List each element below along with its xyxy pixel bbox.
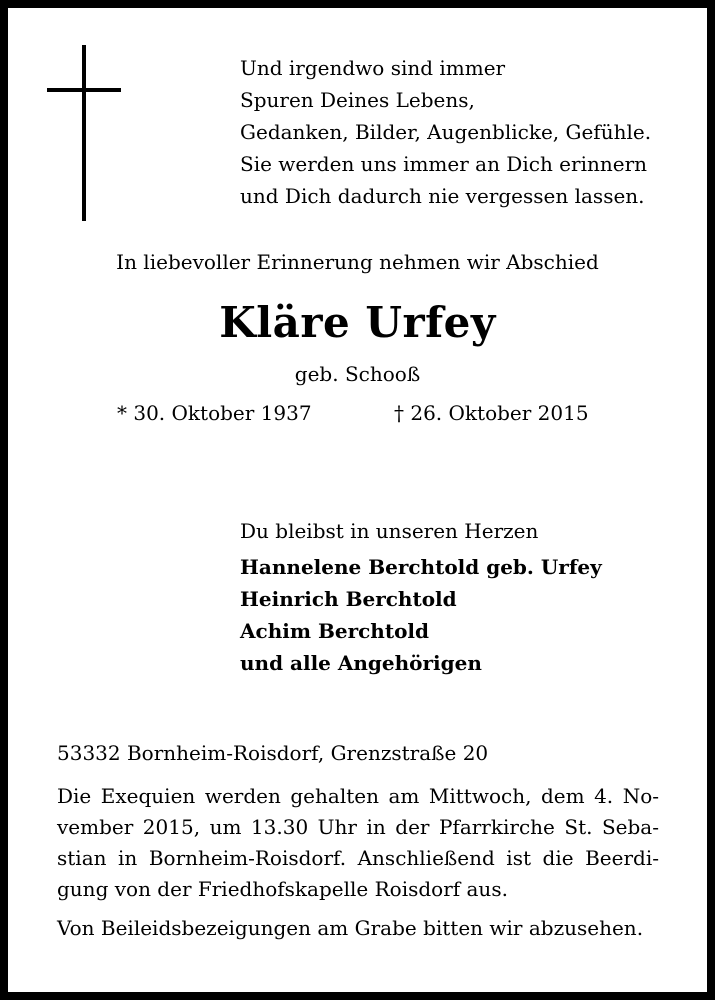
cross-horizontal-bar <box>47 88 121 92</box>
paragraph-line: gung von der Friedhofskapelle Roisdorf aus. <box>57 877 508 901</box>
mourner-name: Heinrich Berchtold <box>240 587 457 611</box>
mourner-name: und alle Angehörigen <box>240 651 482 675</box>
birth-date: * 30. Oktober 1937 <box>117 401 312 425</box>
mourners-block <box>240 515 602 679</box>
poem-line: und Dich dadurch nie vergessen lassen. <box>240 184 645 208</box>
address: 53332 Bornheim-Roisdorf, Grenzstraße 20 <box>57 741 489 765</box>
exequien-paragraph <box>57 781 659 905</box>
closing-note: Von Beileidsbezeigungen am Grabe bitten wir abzusehen. <box>57 916 644 940</box>
mourner-name: Achim Berchtold <box>240 619 430 643</box>
paragraph-line: Die Exequien werden gehalten am Mittwoch, dem 4. No- <box>57 784 659 808</box>
poem-line: Und irgendwo sind immer <box>240 56 506 80</box>
poem-line: Sie werden uns immer an Dich erinnern <box>240 152 648 176</box>
poem-line: Spuren Deines Lebens, <box>240 88 475 112</box>
maiden-name: geb. Schooß <box>294 362 421 386</box>
mourners-lead: Du bleibst in unseren Herzen <box>240 519 539 543</box>
death-date: † 26. Oktober 2015 <box>394 401 589 425</box>
poem <box>240 52 651 212</box>
poem-line: Gedanken, Bilder, Augenblicke, Gefühle. <box>240 120 652 144</box>
farewell-intro: In liebevoller Erinnerung nehmen wir Abschied <box>116 250 599 274</box>
cross-vertical-bar <box>82 45 86 221</box>
deceased-name: Kläre Urfey <box>219 298 496 347</box>
paragraph-line: vember 2015, um 13.30 Uhr in der Pfarrkirche St. Seba- <box>57 815 659 839</box>
paragraph-line: stian in Bornheim-Roisdorf. Anschließend ist die Beerdi- <box>57 846 659 870</box>
mourner-name: Hannelene Berchtold geb. Urfey <box>240 555 602 579</box>
